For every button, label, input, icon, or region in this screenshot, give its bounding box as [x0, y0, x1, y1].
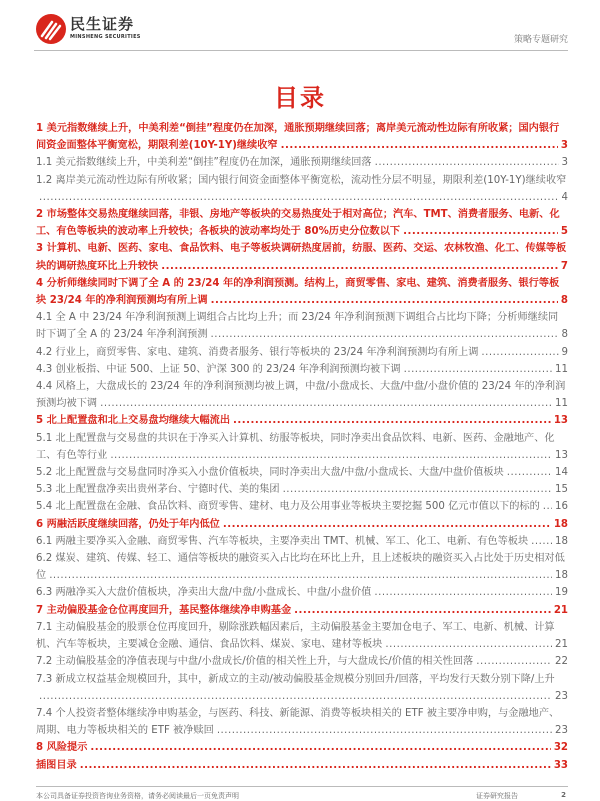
toc-entry-title[interactable]: 5.2 北上配置盘与交易盘同时净买入小盘价值板块，同时净卖出大盘/中盘/小盘成长、大盘/中盘价值板块 .....	[36, 467, 522, 478]
toc-entry[interactable]	[36, 309, 568, 343]
toc-entry-page[interactable]: 18	[552, 567, 568, 584]
toc-entry-page[interactable]: 8	[559, 326, 568, 343]
toc-entry-title[interactable]: 5.1 北上配置盘与交易盘的共识在于净买入计算机、纺服等板块，同时净卖出食品饮料、电新、医药、金融地产、化工、有色等行业 .....	[36, 433, 555, 461]
toc-entry-title[interactable]: 4.1 全 A 中 23/24 年净利润预测上调组合占比均上升；而 23/24 年净利润预测下调组合占比均下降；分析师继续同时下调了全 A 的 23/24 年净利润预测 .....	[36, 312, 558, 340]
toc-entry-title[interactable]: 7.1 主动偏股基金的股票仓位再度回升，剔除涨跌幅因素后，主动偏股基金主要加仓电子、军工、电新、机械、计算机、汽车等板块，主要减仓金融、通信、食品饮料、煤炭、家电、建材等板块 .....	[36, 622, 555, 650]
footer-report-type: 证券研究报告	[476, 792, 518, 800]
toc-entry-page[interactable]: 21	[552, 636, 568, 653]
toc-entry[interactable]	[36, 361, 568, 378]
toc-entry-page[interactable]: 18	[551, 516, 568, 533]
toc-entry-page[interactable]: 15	[552, 481, 568, 498]
toc-entry-title[interactable]: 插图目录 .....	[36, 760, 95, 771]
toc-entry-title[interactable]: 3 计算机、电新、医药、家电、食品饮料、电子等板块调研热度居前，纺服、医药、交运、农林牧渔、化工、传媒等板块的调研热度环比上升较快 .....	[36, 243, 566, 271]
toc-entry[interactable]	[36, 378, 568, 412]
toc-entry-page[interactable]: 3	[558, 137, 568, 154]
toc-entry[interactable]	[36, 602, 568, 619]
toc-entry[interactable]	[36, 206, 568, 240]
toc-entry[interactable]	[36, 584, 568, 601]
toc-entry-page[interactable]: 3	[559, 154, 568, 171]
toc-entry[interactable]	[36, 739, 568, 756]
page-footer	[36, 786, 568, 800]
page-title: 目录	[274, 84, 326, 112]
toc-entry-page[interactable]: 5	[558, 223, 568, 240]
toc-entry-title[interactable]: 7.3 新成立权益基金规模回升，其中，新成立的主动/被动偏股基金规模分别回升/回落，平均发行天数分别下降/上升 .....	[36, 674, 555, 702]
toc-entry-title[interactable]: 2 市场整体交易热度继续回落，非银、房地产等板块的交易热度处于相对高位；汽车、TMT、消费者服务、电新、化工、有色等板块的波动率上升较快；各板块的波动率均处于 80%历史分位数以下 .....	[36, 209, 560, 237]
toc-entry[interactable]	[36, 671, 568, 705]
toc-entry-page[interactable]: 23	[552, 688, 568, 705]
footer-disclaimer: 本公司具备证券投资咨询业务资格，请务必阅读最后一页免责声明	[36, 792, 239, 800]
brand-name: 民生证券	[70, 15, 135, 33]
toc-entry[interactable]	[36, 172, 568, 206]
report-section: 策略专题研究	[513, 35, 568, 45]
toc-entry[interactable]	[36, 550, 568, 584]
toc-entry[interactable]	[36, 757, 568, 774]
toc-entry-title[interactable]: 1.1 美元指数继续上升，中美利差“倒挂”程度仍在加深，通胀预期继续回落 .....	[36, 157, 390, 168]
toc-entry-title[interactable]: 4.3 创业板指、中证 500、上证 50、沪深 300 的 23/24 年净利润预测均被下调 .....	[36, 364, 419, 375]
toc-entry-title[interactable]: 7.2 主动偏股基金的净值表现与中盘/小盘成长/价值的相关性上升，与大盘成长/价值的相关性回落 .....	[36, 656, 491, 667]
toc-entry-title[interactable]: 7 主动偏股基金仓位再度回升，基民整体继续净申购基金 .....	[36, 605, 309, 616]
toc-entry[interactable]	[36, 464, 568, 481]
page-header	[34, 10, 568, 51]
minsheng-logo-icon	[36, 14, 66, 44]
toc-entry-title[interactable]: 8 风险提示 .....	[36, 742, 105, 753]
toc-entry-page[interactable]: 22	[552, 653, 568, 670]
toc-entry-page[interactable]: 16	[552, 498, 568, 515]
toc-entry-page[interactable]: 9	[559, 344, 568, 361]
toc-entry-page[interactable]: 11	[552, 395, 568, 412]
toc-entry-page[interactable]: 7	[558, 258, 568, 275]
toc-entry[interactable]	[36, 481, 568, 498]
toc-entry-title[interactable]: 6.1 两融主要净买入金融、商贸零售、汽车等板块，主要净卖出 TMT、机械、军工、化工、电新、有色等板块 .....	[36, 536, 546, 547]
footer-page-number: 2	[561, 791, 566, 799]
toc-entry-page[interactable]: 18	[552, 533, 568, 550]
toc-entry-page[interactable]: 4	[559, 189, 568, 206]
toc-entry[interactable]	[36, 412, 568, 429]
toc-entry-page[interactable]: 32	[551, 739, 568, 756]
toc-entry[interactable]	[36, 275, 568, 309]
toc-entry-page[interactable]: 13	[551, 412, 568, 429]
toc-entry-title[interactable]: 4.4 风格上，大盘成长的 23/24 年的净利润预测均被上调，中盘/小盘成长、大盘/中盘/小盘价值的 23/24 年的净利润预测均被下调 .....	[36, 381, 565, 409]
toc-entry[interactable]	[36, 516, 568, 533]
toc-entry-title[interactable]: 5.3 北上配置盘净卖出贵州茅台、宁德时代、美的集团 .....	[36, 484, 298, 495]
toc-entry-page[interactable]: 13	[552, 447, 568, 464]
toc-entry-page[interactable]: 8	[558, 292, 568, 309]
toc-entry[interactable]	[36, 533, 568, 550]
toc-entry-title[interactable]: 7.4 个人投资者整体继续净申购基金，与医药、科技、新能源、消费等板块相关的 ETF 被主要净申购，与金融地产、周期、电力等板块相关的 ETF 被净赎回 .....	[36, 708, 559, 736]
toc-entry-page[interactable]: 21	[551, 602, 568, 619]
toc-entry[interactable]	[36, 240, 568, 274]
toc-entry-page[interactable]: 19	[552, 584, 568, 601]
toc-entry-title[interactable]: 5 北上配置盘和北上交易盘均继续大幅流出 .....	[36, 415, 248, 426]
toc-entry-title[interactable]: 6.3 两融净买入大盘价值板块，净卖出大盘/中盘/小盘成长、中盘/小盘价值 .....	[36, 587, 389, 598]
toc-entry[interactable]	[36, 154, 568, 171]
toc-entry[interactable]	[36, 344, 568, 361]
toc-entry-title[interactable]: 1 美元指数继续上升，中美利差“倒挂”程度仍在加深，通胀预期继续回落；离岸美元流动性边际有所收紧；国内银行间资金面整体平衡宽松，期限利差(10Y-1Y)继续收窄 .....	[36, 123, 559, 151]
toc-entry[interactable]	[36, 498, 568, 515]
toc-entry-title[interactable]: 5.4 北上配置盘在金融、食品饮料、商贸零售、建材、电力及公用事业等板块主要挖掘 500 亿元市值以下的标的 .....	[36, 501, 558, 512]
table-of-contents	[36, 120, 568, 774]
toc-entry-title[interactable]: 4 分析师继续同时下调了全 A 的 23/24 年的净利润预测。结构上，商贸零售、家电、建筑、消费者服务、银行等板块 23/24 年的净利润预测均有所上调 .....	[36, 278, 559, 306]
toc-entry-title[interactable]: 6 两融活跃度继续回落，仍处于年内低位 .....	[36, 519, 238, 530]
toc-entry[interactable]	[36, 705, 568, 739]
toc-entry-page[interactable]: 33	[551, 757, 568, 774]
brand-name-en: MINSHENG SECURITIES	[70, 34, 141, 40]
toc-entry-title[interactable]: 6.2 煤炭、建筑、传媒、轻工、通信等板块的融资买入占比均在环比上升，且上述板块的融资买入占比处于历史相对低位 .....	[36, 553, 565, 581]
toc-entry-title[interactable]: 4.2 行业上，商贸零售、家电、建筑、消费者服务、银行等板块的 23/24 年净利润预测均有所上调 .....	[36, 347, 496, 358]
toc-entry-page[interactable]: 11	[552, 361, 568, 378]
toc-entry[interactable]	[36, 619, 568, 653]
toc-entry[interactable]	[36, 430, 568, 464]
toc-entry[interactable]	[36, 120, 568, 154]
toc-entry-page[interactable]: 23	[552, 722, 568, 739]
toc-entry[interactable]	[36, 653, 568, 670]
toc-entry-title[interactable]: 1.2 离岸美元流动性边际有所收紧；国内银行间资金面整体平衡宽松，流动性分层不明显，期限利差(10Y-1Y)继续收窄 .....	[36, 175, 566, 203]
toc-entry-page[interactable]: 14	[552, 464, 568, 481]
